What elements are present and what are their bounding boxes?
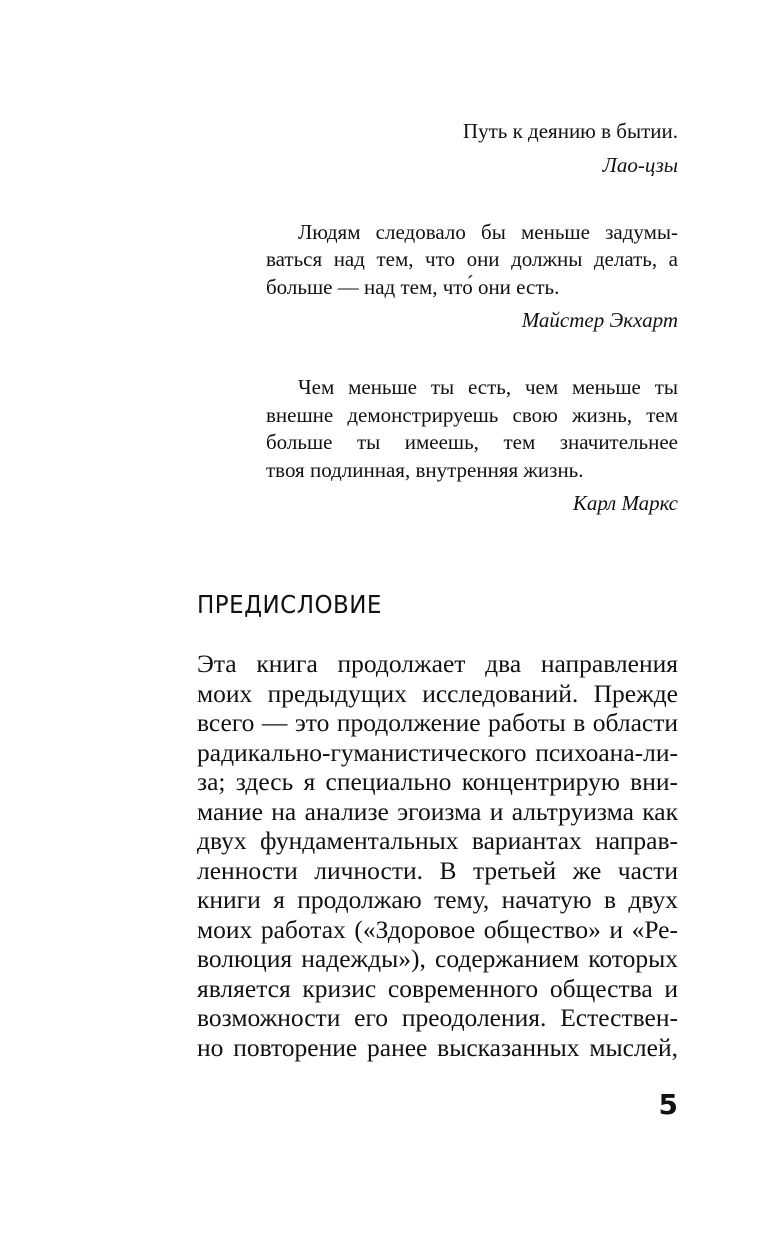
body-line: ленности личности. В третьей же части [197, 855, 678, 885]
body-line: моих предыдущих исследований. Прежде [197, 678, 678, 708]
body-line: волюция надежды»), содержанием которых [197, 944, 678, 973]
epigraph-line: твоя подлинная, внутренняя жизнь. [266, 457, 584, 482]
body-line: за; здесь я специально концентрирую вни- [197, 767, 678, 796]
epigraph-line: Путь к деянию в бытии. [462, 119, 678, 143]
epigraph-line: ваться над тем, что они должны делать, а [266, 247, 678, 271]
body-line: двух фундаментальных вариантах направ- [197, 826, 678, 855]
epigraph-text [266, 118, 678, 146]
page-number: 5 [658, 1088, 678, 1121]
epigraph-line: больше — над тем, что́ они есть. [266, 274, 560, 299]
epigraph-1 [266, 118, 678, 179]
body-line: но повторение ранее высказанных мыслей, [197, 1032, 678, 1062]
epigraph-line: Людям следовало бы меньше задумы- [298, 219, 678, 244]
epigraph-author: Майстер Экхарт [521, 308, 678, 332]
epigraph-author: Карл Маркс [572, 491, 678, 515]
epigraph-author: Лао-цзы [602, 152, 678, 177]
section-title: ПРЕДИСЛОВИЕ [197, 590, 382, 619]
body-line: мание на анализе эгоизма и альтруизма как [197, 796, 678, 826]
body-line: Эта книга продолжает два направления [197, 649, 678, 678]
epigraph-2 [266, 219, 678, 335]
epigraph-text [266, 219, 678, 302]
epigraph-line: Чем меньше ты есть, чем меньше ты [298, 375, 678, 399]
body-line: является кризис современного общества и [197, 973, 678, 1003]
body-line: возможности его преодоления. Естествен- [197, 1003, 678, 1032]
epigraph-text [266, 374, 678, 484]
epigraph-3 [266, 374, 678, 517]
body-text [197, 649, 678, 1062]
body-line: моих работах («Здоровое общество» и «Ре- [197, 914, 678, 944]
body-line: радикально-гуманистического психоана-ли- [197, 737, 678, 767]
body-line: книги я продолжаю тему, начатую в двух [197, 885, 678, 914]
epigraph-line: больше ты имеешь, тем значительнее [266, 430, 678, 454]
body-line: всего — это продолжение работы в области [197, 708, 678, 737]
epigraph-line: внешне демонстрируешь свою жизнь, тем [266, 402, 678, 427]
epigraphs [266, 118, 678, 557]
